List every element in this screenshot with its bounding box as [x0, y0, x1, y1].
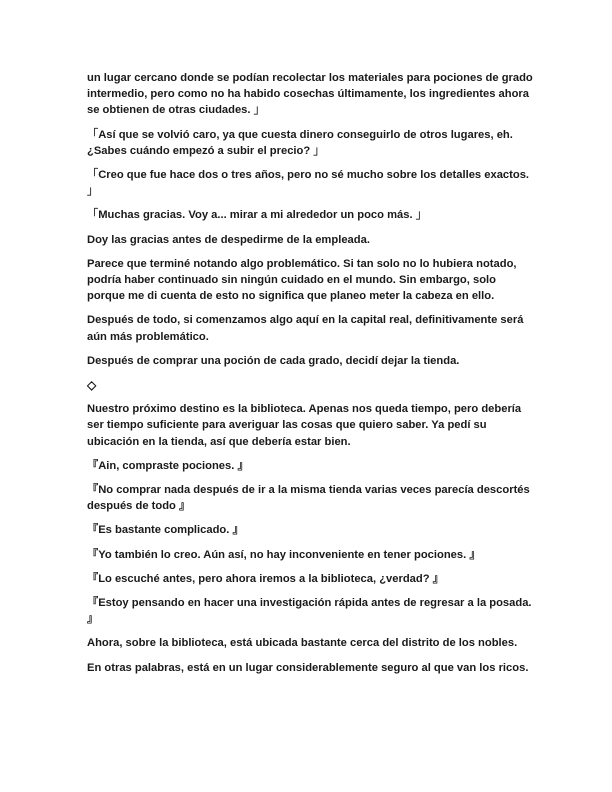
- paragraph-9: Nuestro próximo destino es la biblioteca. Apenas nos queda tiempo, pero debería ser tiempo suficiente para averiguar las cosas que quiero saber. Ya pedí su ubicación en la tienda, así que debería estar bien.: [87, 403, 522, 448]
- paragraph-17: En otras palabras, está en un lugar considerablemente seguro al que van los ricos.: [87, 661, 529, 674]
- paragraph-13: 『Yo también lo creo. Aún así, no hay inconveniente en tener pociones. 』: [87, 548, 481, 561]
- paragraph-16: Ahora, sobre la biblioteca, está ubicada bastante cerca del distrito de los nobles.: [87, 637, 518, 650]
- paragraph-6: Parece que terminé notando algo problemático. Si tan solo no lo hubiera notado, podría haber continuado sin ningún cuidado en el mundo. Sin embargo, solo porque me di cuenta de esto no significa que planeo meter la cabeza en ello.: [87, 257, 517, 303]
- paragraph-11: 『No comprar nada después de ir a la misma tienda varias veces parecía descortés después de todo 』: [87, 484, 530, 513]
- paragraph-2: 「Así que se volvió caro, ya que cuesta dinero conseguirlo de otros lugares, eh. ¿Sabes cuándo empezó a subir el precio? 」: [87, 128, 513, 157]
- paragraph-1: un lugar cercano donde se podían recolectar los materiales para pociones de grado intermedio, pero como no ha habido cosechas últimamente, los ingredientes ahora se obtienen de otras ciudades. 」: [87, 72, 533, 117]
- paragraph-7: Después de todo, si comenzamos algo aquí en la capital real, definitivamente será aún más problemático.: [87, 314, 524, 343]
- scene-break-diamond: ◇: [87, 378, 97, 393]
- paragraph-5: Doy las gracias antes de despedirme de la empleada.: [87, 233, 370, 246]
- document-page: [87, 70, 533, 684]
- paragraph-14: 『Lo escuché antes, pero ahora iremos a la biblioteca, ¿verdad? 』: [87, 572, 444, 585]
- paragraph-10: 『Ain, compraste pociones. 』: [87, 459, 249, 472]
- paragraph-4: 「Muchas gracias. Voy a... mirar a mi alrededor un poco más. 」: [87, 209, 427, 222]
- paragraph-3: 「Creo que fue hace dos o tres años, pero no sé mucho sobre los detalles exactos. 」: [87, 169, 530, 198]
- paragraph-15: 『Estoy pensando en hacer una investigación rápida antes de regresar a la posada. 』: [87, 597, 532, 626]
- paragraph-8: Después de comprar una poción de cada grado, decidí dejar la tienda.: [87, 354, 460, 367]
- paragraph-12: 『Es bastante complicado. 』: [87, 524, 244, 537]
